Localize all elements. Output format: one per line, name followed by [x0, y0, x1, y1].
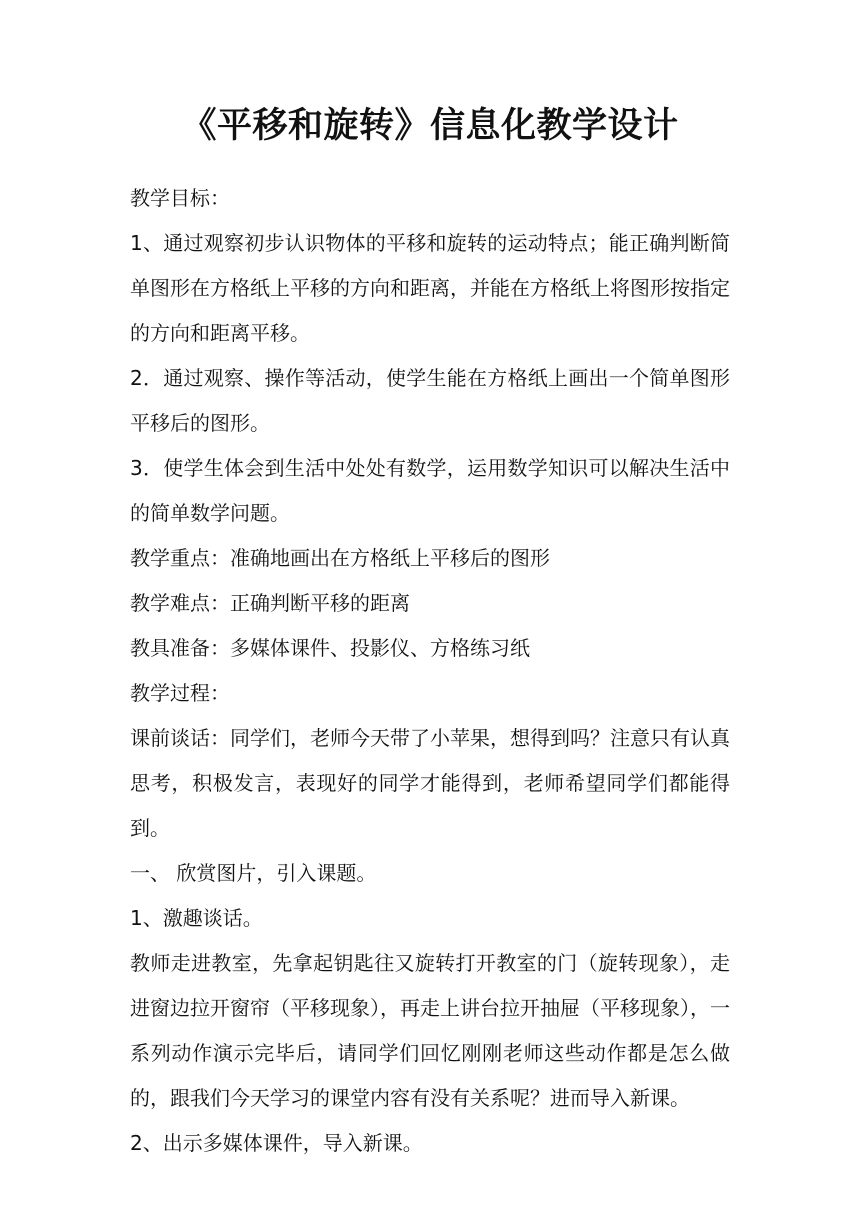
difficult-point: 教学难点：正确判断平移的距离 [130, 591, 410, 615]
pre-class-talk: 课前谈话：同学们，老师今天带了小苹果，想得到吗？注意只有认真思考，积极发言，表现好的同学才能得到，老师希望同学们都能得到。 [130, 726, 730, 840]
key-point: 教学重点：准确地画出在方格纸上平移后的图形 [130, 546, 550, 570]
teaching-aids: 教具准备：多媒体课件、投影仪、方格练习纸 [130, 636, 530, 660]
objective-3: 3．使学生体会到生活中处处有数学，运用数学知识可以解决生活中的简单数学问题。 [130, 456, 730, 525]
step-1-heading: 一、 欣赏图片，引入课题。 [130, 861, 377, 885]
step-1-2-heading: 2、出示多媒体课件，导入新课。 [130, 1131, 423, 1155]
objective-1: 1、通过观察初步认识物体的平移和旋转的运动特点；能正确判断简单图形在方格纸上平移的方向和距离，并能在方格纸上将图形按指定的方向和距离平移。 [130, 231, 730, 345]
objective-2: 2．通过观察、操作等活动，使学生能在方格纸上画出一个简单图形平移后的图形。 [130, 366, 730, 435]
section-heading-objectives: 教学目标： [130, 186, 230, 210]
document-title: 《平移和旋转》信息化教学设计 [181, 106, 679, 146]
section-heading-process: 教学过程： [130, 681, 230, 705]
teacher-demo-paragraph: 教师走进教室，先拿起钥匙往又旋转打开教室的门（旋转现象），走进窗边拉开窗帘（平移现象），再走上讲台拉开抽屉（平移现象），一系列动作演示完毕后，请同学们回忆刚刚老师这些动作都是怎么做的，跟我们今天学习的课堂内容有没有关系呢？进而导入新课。 [130, 951, 730, 1110]
step-1-1-heading: 1、激趣谈话。 [130, 906, 263, 930]
document-body [130, 176, 730, 1166]
